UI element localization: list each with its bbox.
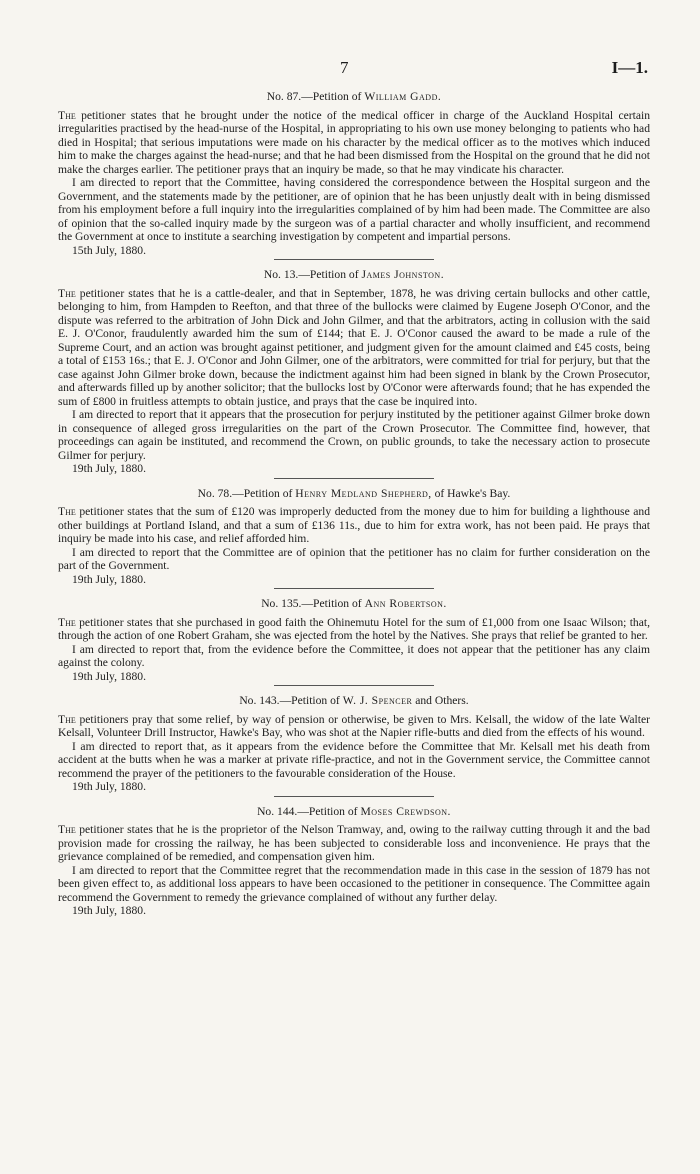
page-header xyxy=(0,58,700,82)
petition-date: 19th July, 1880. xyxy=(72,669,146,683)
committee-report: I am directed to report that the Committee are of opinion that the petitioner has no claim for further consideration on the part of the Government. xyxy=(58,545,650,572)
petition-title: No. 87.—Petition of William Gadd. xyxy=(266,90,442,103)
petition-title: No. 143.—Petition of W. J. Spencer and Others. xyxy=(239,694,469,707)
section-divider xyxy=(274,478,434,479)
section-divider xyxy=(274,588,434,589)
section-divider xyxy=(274,796,434,797)
petition-title: No. 135.—Petition of Ann Robertson. xyxy=(261,597,447,610)
petition-date: 19th July, 1880. xyxy=(72,462,146,475)
petition-block xyxy=(58,90,650,260)
section-divider xyxy=(274,685,434,686)
petition-block xyxy=(58,694,650,797)
petition-block xyxy=(58,805,650,918)
petition-date: 19th July, 1880. xyxy=(72,572,146,586)
petition-statement: The petitioner states that she purchased in good faith the Ohinemutu Hotel for the sum of £1,000 from one Isaac Wilson; that, through the action of one Robert Graham, she was ejected from the hotel by the Natives. She prays that relief be granted to her. xyxy=(58,615,650,642)
petition-statement: The petitioner states that the sum of £120 was improperly deducted from the money due to him for building a lighthouse and other buildings at Portland Island, and that a sum of £136 11s., due to him for extra work, has not been paid. He prays that inquiry be made into his case, and relief afforded him. xyxy=(58,505,651,545)
petition-date: 19th July, 1880. xyxy=(72,780,146,793)
petition-title: No. 144.—Petition of Moses Crewdson. xyxy=(257,804,451,818)
page-number: 7 xyxy=(340,58,349,77)
petition-title: No. 78.—Petition of Henry Medland Shepherd, of Hawke's Bay. xyxy=(197,486,511,500)
petition-statement: The petitioner states that he brought under the notice of the medical officer in charge of the Auckland Hospital certain irregularities practised by the head-nurse of the Hospital, in appropriating to his own use money belonging to patients who had died in Hospital; that serious imputations were made on his character by the medical officer as to the motives which induced him to make the charges against the head-nurse; and that he had been dismissed from the Hospital on the ground that he did not make the charges earlier. The petitioner prays that an inquiry be made, so that he may vindicate his character. xyxy=(58,108,650,176)
petition-statement: The petitioners pray that some relief, by way of pension or otherwise, be given to Mrs. Kelsall, the widow of the late Walter Kelsall, Volunteer Drill Instructor, Hawke's Bay, who was shot at the Napier rifle-butts and died from the effects of his wound. xyxy=(58,712,650,739)
document-reference: I—1. xyxy=(611,58,648,77)
committee-report: I am directed to report that, from the evidence before the Committee, it does not appear that the petitioner has any claim against the colony. xyxy=(58,642,650,669)
petition-block xyxy=(58,487,650,590)
petition-title: No. 13.—Petition of James Johnston. xyxy=(263,268,445,281)
petition-date: 15th July, 1880. xyxy=(72,243,146,257)
petition-statement: The petitioner states that he is a cattle-dealer, and that in September, 1878, he was driving certain bullocks and other cattle, belonging to him, from Hampden to Reefton, and that three of the bullocks were claimed by Eugene Joseph O'Conor, and the dispute was referred to the arbitration of John Dick and John Gilmer, and that the arbitrators, acting in collusion with the said E. J. O'Conor, fraudulently awarded him the sum of £144; that E. J. O'Conor caused the award to be made a rule of the Supreme Court, and an action was brought against petitioner, and judgment given for the amount claimed and £45 costs, being a total of £153 16s.; that E. J. O'Conor and John Gilmer, one of the arbitrators, were committed for trial for perjury, but that the case against John Gilmer broke down, because the indictment against him had been signed in blank by the Crown Prosecutor, and afterwards filled up by another solicitor; that the bullocks lost by O'Conor were afterwards found; that he has expended the sum of £800 in fruitless attempts to obtain justice, and prays that the case be inquired into. xyxy=(58,286,651,408)
petition-statement: The petitioner states that he is the proprietor of the Nelson Tramway, and, owing to the railway cutting through it and the bad provision made for crossing the railway, he has been subjected to considerable loss and inconvenience. He prays that the grievance complained of be remedied, and compensation given him. xyxy=(58,823,650,863)
committee-report: I am directed to report that the Committee regret that the recommendation made in this case in the session of 1879 has not been given effect to, as additional loss appears to have been occasioned to the petitioner in consequence. The Committee again recommend the Government to remedy the grievance complained of without any further delay. xyxy=(58,863,650,904)
page-content xyxy=(58,90,650,924)
committee-report: I am directed to report that the Committee, having considered the correspondence between the Hospital surgeon and the Government, and the statements made by the petitioner, are of opinion that he has been unjustly dealt with in being dismissed from his employment before a full inquiry into the irregularities complained of by him had been made. The Committee are also of opinion that the so-called inquiry made by the surgeon was of a partial character and wholly insufficient, and recommend the Government at once to institute a searching investigation by competent and impartial persons. xyxy=(58,176,650,243)
committee-report: I am directed to report that it appears that the prosecution for perjury instituted by the petitioner against Gilmer broke down in consequence of alleged gross irregularities on the part of the Crown Prosecutor. The Committee find, however, that proceedings can again be instituted, and recommend the Crown, on public grounds, to take the necessary action to prosecute Gilmer for perjury. xyxy=(58,408,650,462)
section-divider xyxy=(274,259,434,260)
petition-block xyxy=(58,597,650,686)
committee-report: I am directed to report that, as it appears from the evidence before the Committee that Mr. Kelsall met his death from accident at the butts when he was a marker at private rifle-practice, and not in the Government service, the Committee cannot recommend the prayer of the petitioners to the favourable consideration of the House. xyxy=(58,739,650,780)
petition-block xyxy=(58,268,650,479)
petition-date: 19th July, 1880. xyxy=(72,904,146,917)
